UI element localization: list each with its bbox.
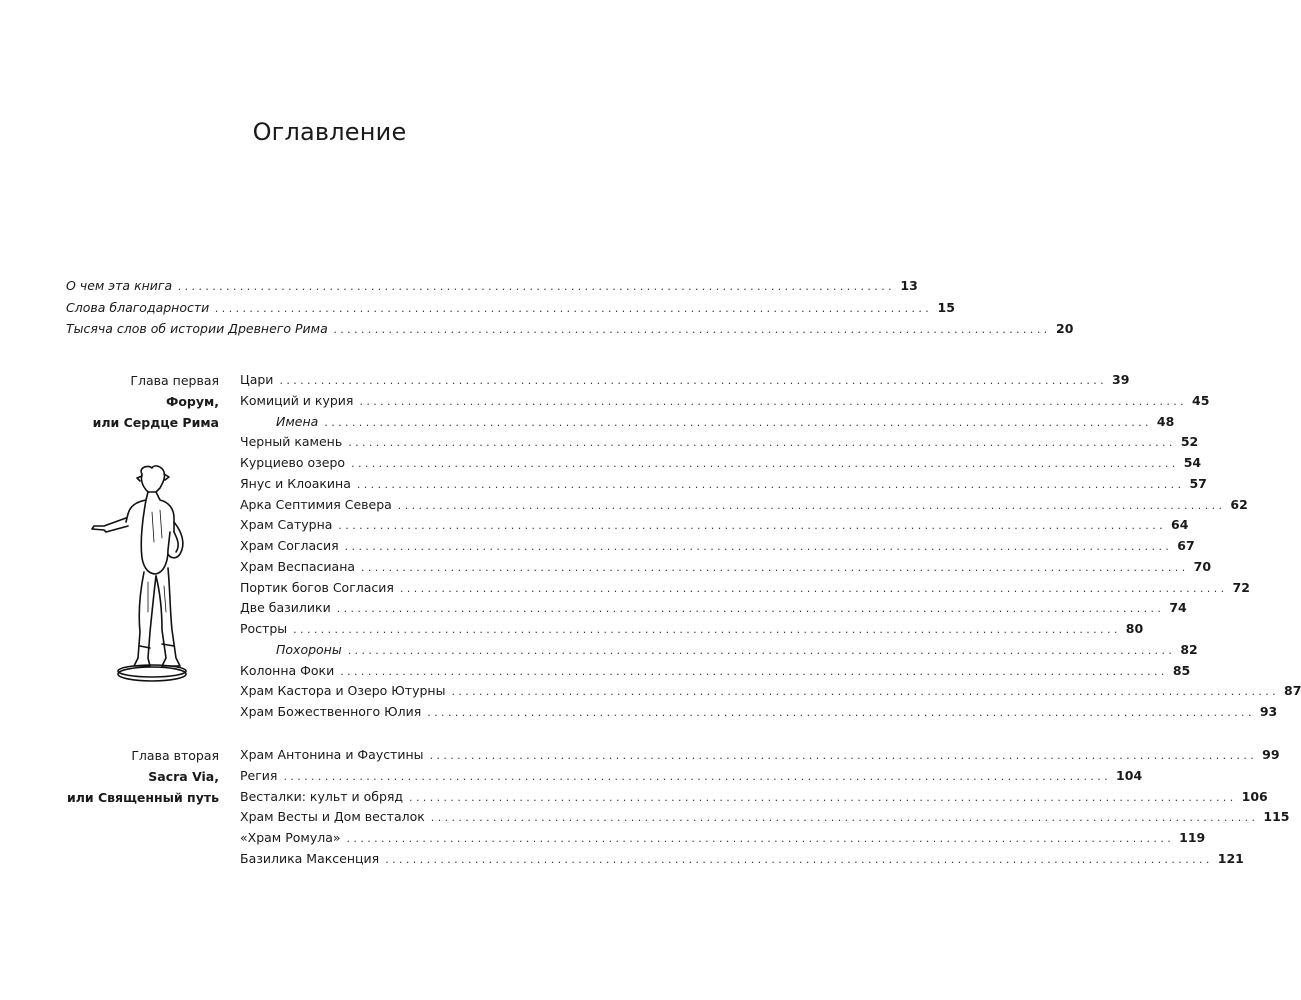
toc-entry[interactable] [240,703,1278,721]
toc-entry[interactable] [66,277,918,295]
leader-dots: ........................................................................................................................ [429,749,1258,762]
leader-dots: ........................................................................................................................ [385,852,1213,866]
leader-dots: ........................................................................................................................ [338,519,1166,533]
toc-entry-label: «Храм Ромула» [240,830,341,845]
toc-entry-page: 67 [1177,538,1195,553]
toc-entry-page: 99 [1262,747,1280,762]
toc-entry-page: 106 [1241,788,1268,804]
toc-entry[interactable] [240,413,1175,431]
toc-entry[interactable] [66,320,1074,338]
toc-entry[interactable] [240,454,1202,472]
toc-entry[interactable] [240,371,1130,389]
toc-entry-label: Ростры [240,621,288,636]
toc-entry-label: Весталки: культ и обряд [240,788,404,804]
toc-entry[interactable] [240,746,1280,764]
toc-entry-page: 85 [1172,662,1191,678]
toc-entry-page: 119 [1179,830,1206,845]
toc-entry[interactable] [240,433,1199,451]
toc-entry-label: Комиций и курия [240,392,354,408]
toc-entry-page: 20 [1056,321,1074,336]
chapter-2-title-line2: или Священный путь [66,790,219,805]
toc-entry-label: Регия [240,767,278,783]
toc-entry[interactable] [240,579,1250,597]
leader-dots: ........................................................................................................................ [347,643,1176,657]
toc-entry[interactable] [240,496,1248,514]
leader-dots: ........................................................................................................................ [279,374,1108,387]
toc-entry[interactable] [240,620,1144,638]
leader-dots: ........................................................................................................................ [399,581,1228,595]
chapter-1-heading [93,370,219,433]
toc-entry-page: 54 [1183,455,1202,470]
toc-entry-label: Две базилики [240,600,331,616]
toc-entry-label: Арка Септимия Севера [240,496,392,512]
toc-entry-page: 121 [1217,850,1244,866]
toc-entry-page: 87 [1284,683,1301,699]
leader-dots: ........................................................................................................................ [397,498,1226,512]
toc-entry-page: 52 [1180,434,1199,450]
toc-entry-label: О чем эта книга [66,278,173,293]
toc-entry-page: 57 [1189,475,1207,491]
toc-entry-page: 72 [1232,579,1250,595]
leader-dots: ........................................................................................................................ [409,790,1237,804]
leader-dots: ........................................................................................................................ [344,540,1173,553]
leader-dots: ........................................................................................................................ [351,457,1179,470]
toc-entry-label: Имена [276,413,319,429]
toc-entry-label: Храм Антонина и Фаустины [240,747,424,762]
toc-entry[interactable] [240,850,1244,868]
toc-entry-label: Храм Сатурна [240,517,333,533]
toc-entry[interactable] [240,829,1206,847]
toc-entry-page: 70 [1193,558,1212,574]
toc-entry-page: 80 [1125,621,1144,636]
page-title: Оглавление [252,118,407,146]
toc-entry-label: Храм Согласия [240,538,339,553]
toc-entry-page: 45 [1192,392,1210,408]
toc-entry-label: Колонна Фоки [240,662,335,678]
toc-entry[interactable] [240,682,1301,700]
toc-entry-label: Храм Божественного Юлия [240,704,422,719]
toc-entry[interactable] [240,558,1212,576]
leader-dots: ........................................................................................................................ [427,706,1255,719]
leader-dots: ........................................................................................................................ [348,436,1176,450]
chapter-2-heading [67,745,219,808]
leader-dots: ........................................................................................................................ [451,685,1280,699]
toc-entry-label: Янус и Клоакина [240,475,351,491]
toc-entry-page: 82 [1180,641,1198,657]
toc-entry-page: 93 [1259,704,1278,719]
toc-entry[interactable] [240,767,1143,785]
toc-entry[interactable] [240,662,1191,680]
toc-entry[interactable] [240,537,1195,555]
chapter-2-number: Глава вторая [131,748,219,763]
toc-entry[interactable] [240,808,1290,826]
toc-entry-page: 39 [1112,372,1130,387]
toc-entry[interactable] [240,516,1189,534]
toc-entry-page: 62 [1230,496,1248,512]
chapter-2-title-line1: Sacra Via, [148,769,219,784]
toc-entry-label: Храм Кастора и Озеро Ютурны [240,683,446,699]
toc-entry-page: 64 [1171,517,1189,533]
toc-entry-label: Похороны [276,641,342,657]
toc-entry-label: Цари [240,372,274,387]
toc-entry-page: 48 [1156,413,1175,429]
leader-dots: ........................................................................................................................ [361,560,1189,574]
toc-entry[interactable] [240,392,1210,410]
toc-entry-label: Черный камень [240,434,343,450]
janus-statue-illustration [90,462,200,692]
toc-entry-page: 115 [1263,809,1290,825]
toc-entry-page: 13 [900,278,918,293]
toc-entry[interactable] [240,475,1207,493]
toc-entry-label: Портик богов Согласия [240,579,394,595]
leader-dots: ........................................................................................................................ [283,769,1112,783]
toc-entry-label: Тысяча слов об истории Древнего Рима [66,321,328,336]
toc-entry-label: Слова благодарности [66,300,210,315]
leader-dots: ........................................................................................................................ [359,394,1188,408]
leader-dots: ........................................................................................................................ [340,664,1168,678]
toc-entry-label: Храм Весты и Дом весталок [240,809,425,825]
toc-entry[interactable] [66,299,955,317]
toc-entry[interactable] [240,599,1187,617]
toc-entry[interactable] [240,641,1198,659]
leader-dots: ........................................................................................................................ [336,602,1165,616]
toc-entry-page: 74 [1169,600,1187,616]
leader-dots: ........................................................................................................................ [293,623,1121,636]
toc-entry-label: Базилика Максенция [240,850,380,866]
toc-entry-page: 104 [1116,767,1143,783]
leader-dots: ........................................................................................................................ [346,832,1175,845]
leader-dots: ........................................................................................................ [215,302,933,315]
toc-entry[interactable] [240,788,1268,806]
leader-dots: ........................................................................................................................ [356,477,1185,491]
toc-entry-page: 15 [937,300,955,315]
toc-entry-label: Храм Веспасиана [240,558,356,574]
chapter-1-number: Глава первая [130,373,219,388]
chapter-1-title-line2: или Сердце Рима [92,415,219,430]
leader-dots: ........................................................................................................................ [430,811,1259,825]
leader-dots: ........................................................................................................................ [324,415,1152,429]
chapter-1-title-line1: Форум, [165,394,219,409]
toc-entry-label: Курциево озеро [240,455,346,470]
leader-dots: ........................................................................................................ [333,323,1051,336]
leader-dots: ........................................................................................................ [178,280,896,293]
